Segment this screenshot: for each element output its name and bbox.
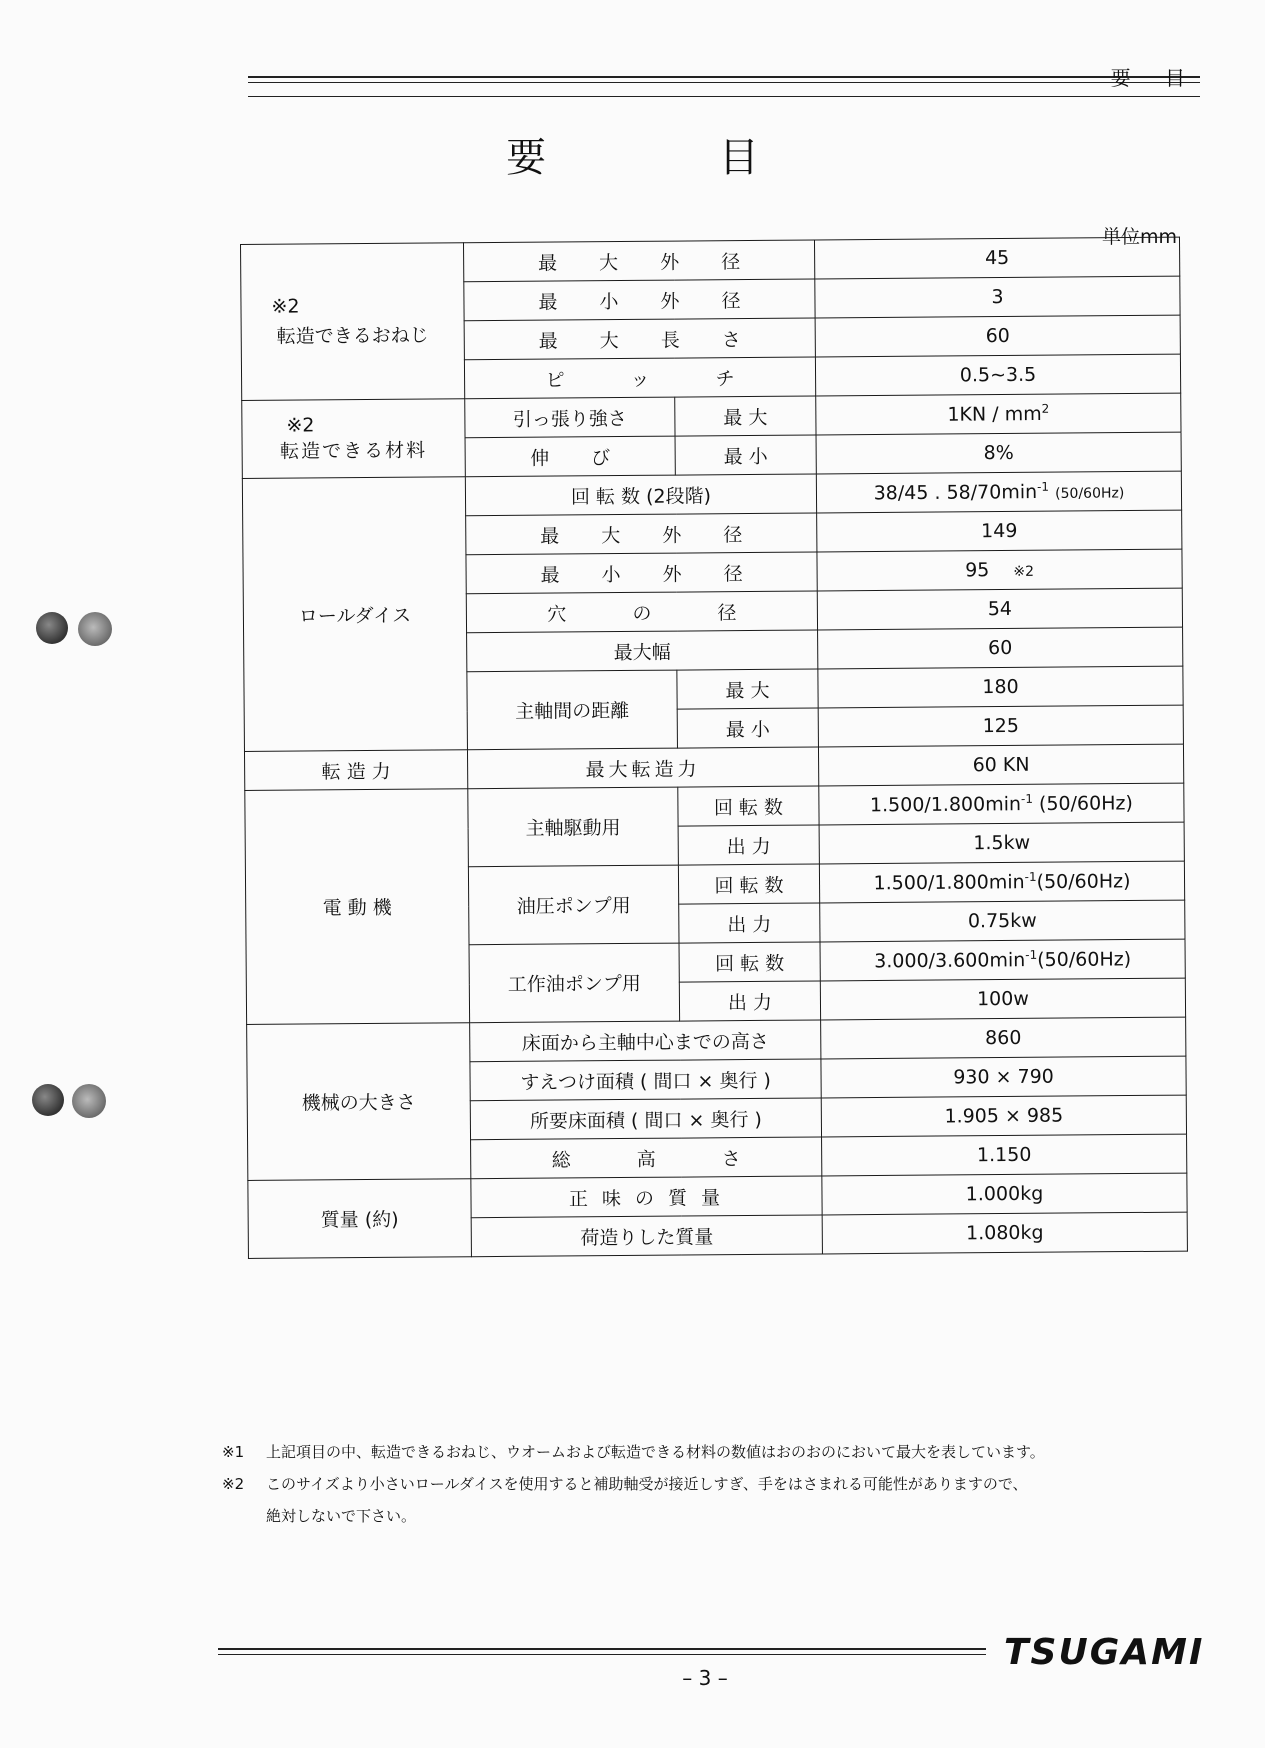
item-value: 1.5kw — [819, 822, 1184, 864]
item-value-text: 95 — [965, 559, 990, 582]
item-value-text: 1.500/1.800min — [873, 871, 1025, 895]
item-value — [817, 549, 1182, 591]
item-label: すえつけ面積 ( 間口 × 奥行 ) — [470, 1059, 821, 1101]
footnote-text: 上記項目の中、転造できるおねじ、ウオームおよび転造できる材料の数値はおのおのにおいて最大を表しています。 — [266, 1443, 1045, 1461]
item-value-sup: -1 — [1024, 870, 1037, 885]
category-cell — [242, 399, 466, 479]
item-qualifier: 最 大 — [675, 396, 816, 436]
item-label: 最 小 外 径 — [466, 552, 817, 594]
item-value: 1.080kg — [822, 1212, 1187, 1254]
item-value — [816, 393, 1181, 435]
category-cell — [241, 243, 465, 401]
item-value-sup: -1 — [1020, 792, 1033, 807]
footnote-text: このサイズより小さいロールダイスを使用すると補助軸受が接近しすぎ、手をはさまれる可能性がありますので、 — [266, 1475, 1028, 1493]
category-label: 転造できる材料 — [280, 439, 428, 463]
item-value-note: ※2 — [1013, 563, 1035, 580]
item-value: 125 — [818, 705, 1183, 747]
item-value: 930 × 790 — [821, 1056, 1186, 1098]
category-label: 転造できるおねじ — [276, 324, 429, 348]
header-rule — [248, 96, 1200, 97]
item-value: 8% — [816, 432, 1181, 474]
footer-rule — [218, 1648, 986, 1650]
footer-rule — [218, 1654, 986, 1655]
category-note: ※2 — [286, 414, 315, 437]
item-value-hz: (50/60Hz) — [1055, 485, 1125, 503]
item-value: 45 — [814, 237, 1179, 279]
item-label: 最 大 長 さ — [464, 318, 815, 360]
item-value-text: 1KN / mm — [947, 403, 1042, 427]
item-value: 149 — [817, 510, 1182, 552]
category-cell: 電 動 機 — [245, 789, 470, 1025]
item-label: 最大幅 — [467, 630, 818, 672]
item-value: 60 — [818, 627, 1183, 669]
item-value-sup: -1 — [1025, 948, 1038, 963]
page-number: – 3 – — [682, 1666, 728, 1690]
item-value-text: 1.500/1.800min — [869, 793, 1022, 817]
item-value: 3 — [815, 276, 1180, 318]
category-cell: 転 造 力 — [244, 750, 467, 791]
footnote — [222, 1436, 1182, 1468]
header-rule — [248, 76, 1200, 78]
item-value-text: 3.000/3.600min — [874, 949, 1026, 973]
item-qualifier: 出 力 — [678, 825, 819, 865]
item-value: 54 — [817, 588, 1182, 630]
item-label: 正 味 の 質 量 — [471, 1176, 822, 1218]
binder-hole — [32, 1084, 64, 1116]
category-note: ※2 — [271, 295, 300, 318]
unit-label: 単位mm — [1101, 226, 1177, 248]
binder-hole — [36, 612, 68, 644]
item-qualifier: 回 転 数 — [678, 864, 819, 904]
item-value-hz: (50/60Hz) — [1032, 792, 1133, 816]
category-cell: 質量 (約) — [248, 1179, 472, 1259]
item-label: 最 大 外 径 — [466, 513, 817, 555]
header-section-label: 要 目 — [1110, 66, 1199, 90]
item-value — [819, 783, 1184, 825]
item-qualifier: 回 転 数 — [679, 942, 820, 982]
binder-hole — [72, 1084, 106, 1118]
item-qualifier: 最 大 — [677, 669, 818, 709]
item-label: 床面から主軸中心までの高さ — [470, 1020, 821, 1062]
item-value: 1.150 — [822, 1134, 1187, 1176]
item-value — [819, 861, 1184, 903]
page-title: 要 目 — [506, 135, 839, 181]
item-value: 180 — [818, 666, 1183, 708]
item-label: 所要床面積 ( 間口 × 奥行 ) — [470, 1098, 821, 1140]
footnote-continuation: 絶対しないで下さい。 — [266, 1507, 417, 1525]
category-cell: 機械の大きさ — [247, 1023, 471, 1181]
item-label: ピ ッ チ — [464, 357, 815, 399]
item-qualifier: 出 力 — [679, 903, 820, 943]
item-label: 総 高 さ — [471, 1137, 822, 1179]
item-value: 1.000kg — [822, 1173, 1187, 1215]
item-value: 0.5~3.5 — [815, 354, 1180, 396]
footnote-mark: ※2 — [222, 1475, 245, 1493]
item-qualifier: 回 転 数 — [678, 786, 819, 826]
item-label: 穴 の 径 — [466, 591, 817, 633]
item-value: 1.905 × 985 — [821, 1095, 1186, 1137]
item-value: 60 — [815, 315, 1180, 357]
item-value: 860 — [821, 1017, 1186, 1059]
footnotes — [222, 1436, 1182, 1532]
item-label: 主軸間の距離 — [467, 670, 678, 750]
item-label: 伸 び — [465, 436, 675, 477]
item-value: 60 KN — [818, 744, 1183, 786]
item-label: 荷造りした質量 — [471, 1215, 822, 1257]
item-label: 最大転造力 — [467, 747, 818, 789]
item-label: 最 小 外 径 — [464, 279, 815, 321]
item-value: 100w — [820, 978, 1185, 1020]
header-rule — [248, 82, 1200, 83]
item-value-hz: (50/60Hz) — [1037, 948, 1132, 972]
footnote — [222, 1468, 1182, 1500]
item-label: 回 転 数 (2段階) — [465, 474, 816, 516]
item-value-sup: 2 — [1041, 401, 1050, 417]
item-qualifier: 最 小 — [675, 435, 816, 475]
item-qualifier: 出 力 — [679, 981, 820, 1021]
item-value — [820, 939, 1185, 981]
item-qualifier: 最 小 — [677, 708, 818, 748]
item-value-sup: -1 — [1037, 479, 1050, 495]
item-label: 最 大 外 径 — [463, 240, 814, 282]
item-value-text: 38/45 . 58/70min — [873, 481, 1038, 505]
item-label: 引っ張り強さ — [465, 397, 675, 438]
item-value — [816, 471, 1181, 513]
item-label: 工作油ポンプ用 — [469, 943, 680, 1023]
item-value: 0.75kw — [820, 900, 1185, 942]
binder-hole — [78, 612, 112, 646]
category-cell: ロールダイス — [242, 477, 467, 752]
spec-table — [240, 237, 1188, 1259]
item-label: 油圧ポンプ用 — [468, 865, 679, 945]
brand-logo: TSUGAMI — [1004, 1632, 1205, 1673]
item-value-hz: (50/60Hz) — [1036, 870, 1131, 894]
item-label: 主軸駆動用 — [468, 787, 679, 867]
footnote-mark: ※1 — [222, 1443, 245, 1461]
